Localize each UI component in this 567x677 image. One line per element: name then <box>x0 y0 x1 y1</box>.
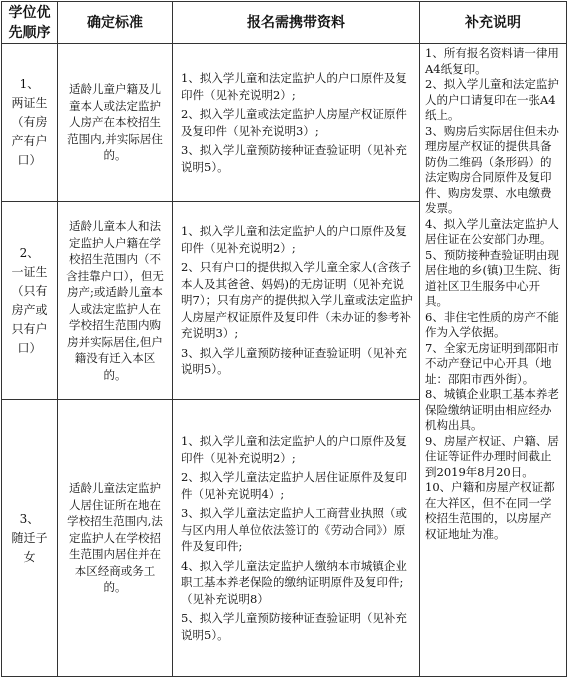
header-notes: 补充说明 <box>420 2 567 44</box>
note-item: 1、所有报名资料请一律用A4纸复印。 <box>425 46 559 76</box>
document-item: 4、拟入学儿童法定监护人缴纳本市城镇企业职工基本养老保险的缴纳证明原件及复印件;（见补充说明8） <box>181 558 407 606</box>
documents-cell <box>173 44 420 202</box>
note-item: 4、拟入学儿童法定监护人居住证在公安部门办理。 <box>425 216 559 246</box>
document-item: 2、只有户口的提供拟入学儿童全家人(含孩子本人及其爸爸、妈妈)的无房证明（见补充说明7）；只有房产的提供拟入学儿童或法定监护人房屋产权证原件及复印件（未办证的参考补充说明3）; <box>181 260 413 341</box>
document-item: 2、拟入学儿童法定监护人居住证原件及复印件（见补充说明4）; <box>181 470 407 501</box>
document-item: 3、拟入学儿童预防接种证查验证明（见补充说明5）。 <box>181 143 407 174</box>
note-item: 2、拟入学儿童和法定监护人的户口请复印在一张A4纸上。 <box>425 77 559 122</box>
header-row <box>2 2 567 44</box>
document-item: 3、拟入学儿童预防接种证查验证明（见补充说明5）。 <box>181 345 407 377</box>
note-item: 7、全家无房证明到邵阳市不动产登记中心开具（地址：邵阳市西外街）。 <box>425 340 559 386</box>
document-item: 1、拟入学儿童和法定监护人的户口原件及复印件（见补充说明2）; <box>181 434 407 465</box>
document-item: 1、拟入学儿童和法定监护人的户口原件及复印件（见补充说明2）; <box>181 71 407 102</box>
criteria-cell: 适龄儿童户籍及儿童本人或法定监护人房产在本校招生范围内,并实际居住的。 <box>58 44 173 202</box>
header-documents: 报名需携带资料 <box>173 2 420 44</box>
criteria-cell: 适龄儿童本人和法定监护人户籍在学校招生范围内（不含挂靠户口），但无房产;或适龄儿童本人或法定监护人在学校招生范围内购房并实际居住,但户籍没有迁入本区的。 <box>58 202 173 400</box>
documents-cell <box>173 400 420 677</box>
priority-cell: 1、 两证生 （有房 产有户 口） <box>2 44 58 202</box>
priority-cell: 2、 一证生 （只有 房产或 只有户 口） <box>2 202 58 400</box>
documents-cell <box>173 202 420 400</box>
admission-table <box>1 1 567 677</box>
criteria-cell: 适龄儿童法定监护人居住证所在地在学校招生范围内,法定监护人在学校招生范围内居住并在本区经商或务工的。 <box>58 400 173 677</box>
note-item: 5、预防接种查验证明由现居住地的乡(镇)卫生院、街道社区卫生服务中心开具。 <box>425 247 561 308</box>
header-criteria: 确定标准 <box>58 2 173 44</box>
document-item: 2、拟入学儿童或法定监护人房屋产权证原件及复印件（见补充说明3）; <box>181 107 407 138</box>
note-item: 6、非住宅性质的房产不能作为入学依据。 <box>425 309 559 339</box>
note-item: 9、房屋产权证、户籍、居住证等证件办理时间截止到2019年8月20日。 <box>425 433 559 479</box>
table-row <box>2 44 567 202</box>
note-item: 3、购房后实际居住但未办理房屋产权证的提供具备防伪二维码（条形码）的法定购房合同原件及复印件、购房发票、水电缴费发票。 <box>425 123 559 215</box>
priority-cell: 3、 随迁子 女 <box>2 400 58 677</box>
notes-cell <box>420 44 567 677</box>
note-item: 10、户籍和房屋产权证都在大祥区，但不在同一学校招生范围的，以房屋产权证地址为准。 <box>425 480 555 541</box>
document-item: 1、拟入学儿童和法定监护人的户口原件及复印件（见补充说明2）; <box>181 224 407 255</box>
document-item: 5、拟入学儿童预防接种证查验证明（见补充说明5）。 <box>181 611 407 642</box>
note-item: 8、城镇企业职工基本养老保险缴纳证明由相应经办机构出具。 <box>425 387 559 432</box>
document-item: 3、拟入学儿童法定监护人工商营业执照（或与区内用人单位依法签订的《劳动合同》）原件及复印件; <box>181 506 407 553</box>
header-priority: 学位优先顺序 <box>2 2 58 44</box>
